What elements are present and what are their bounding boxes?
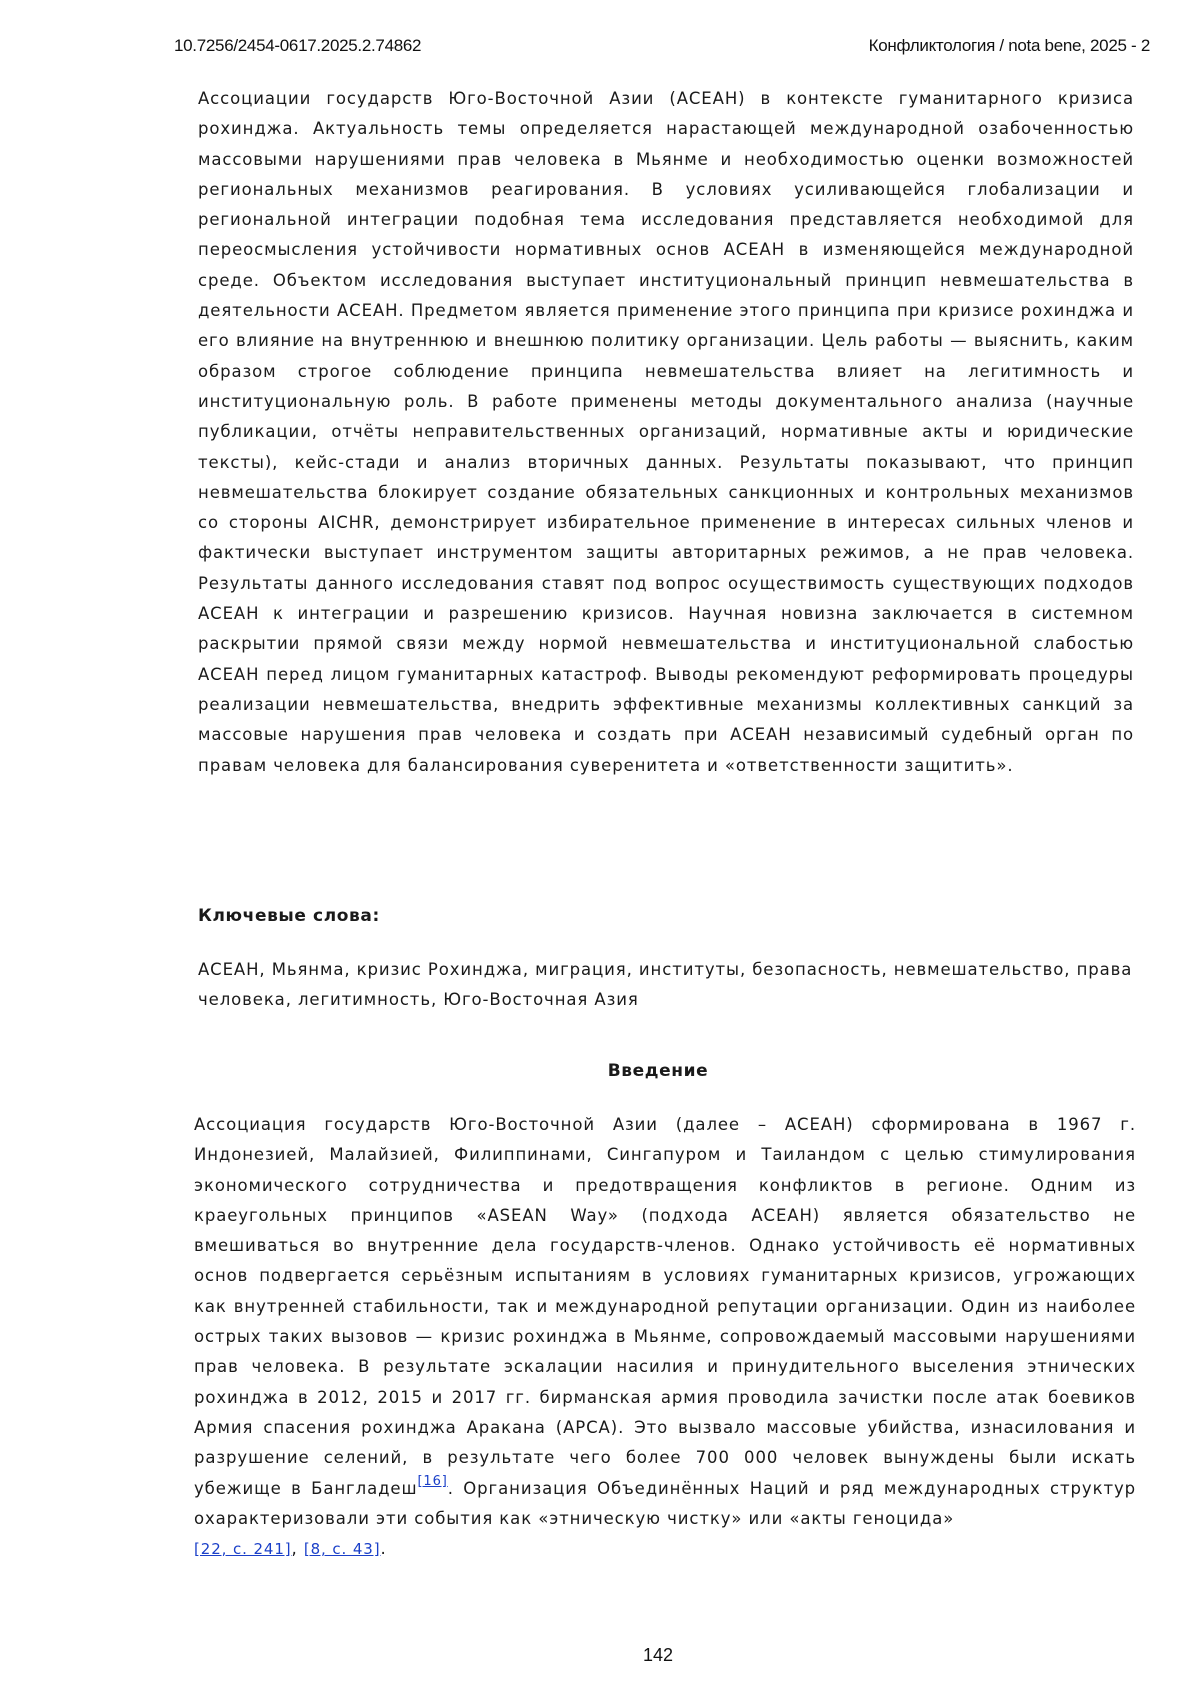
introduction-end-period: . bbox=[381, 1539, 387, 1558]
keywords-text: АСЕАН, Мьянма, кризис Рохинджа, миграция, институты, безопасность, невмешательство, права человека, легитимность, Юго-Восточная Азия bbox=[198, 955, 1134, 1016]
abstract-paragraph: Ассоциации государств Юго-Восточной Азии (АСЕАН) в контексте гуманитарного кризиса рохинджа. Актуальность темы определяется нарастающей международной озабоченностью массовыми нарушениями прав человека в Мьянме и необходимостью оценки возможностей региональных механизмов реагирования. В условиях усиливающейся глобализации и региональной интеграции подобная тема исследования представляется необходимой для переосмысления устойчивости нормативных основ АСЕАН в изменяющейся международной среде. Объектом исследования выступает институциональный принцип невмешательства в деятельности АСЕАН. Предметом является применение этого принципа при кризисе рохинджа и его влияние на внутреннюю и внешнюю политику организации. Цель работы — выяснить, каким образом строгое соблюдение принципа невмешательства влияет на легитимность и институциональную роль. В работе применены методы документального анализа (научные публикации, отчёты неправительственных организаций, нормативные акты и юридические тексты), кейс-стади и анализ вторичных данных. Результаты показывают, что принцип невмешательства блокирует создание обязательных санкционных и контрольных механизмов со стороны AICHR, демонстрирует избирательное применение в интересах сильных членов и фактически выступает инструментом защиты авторитарных режимов, а не прав человека. Результаты данного исследования ставят под вопрос осуществимость существующих подходов АСЕАН к интеграции и разрешению кризисов. Научная новизна заключается в системном раскрытии прямой связи между нормой невмешательства и институциональной слабостью АСЕАН перед лицом гуманитарных катастроф. Выводы рекомендуют реформировать процедуры реализации невмешательства, внедрить эффективные механизмы коллективных санкций за массовые нарушения прав человека и создать при АСЕАН независимый судебный орган по правам человека для балансирования суверенитета и «ответственности защитить». bbox=[198, 84, 1134, 781]
introduction-paragraph bbox=[194, 1110, 1136, 1564]
reference-separator: , bbox=[292, 1539, 304, 1558]
introduction-text-part2: . Организация Объединённых Наций и ряд международных структур охарактеризовали эти события как «этническую чистку» или «акты геноцида» bbox=[194, 1479, 1136, 1528]
reference-link-8[interactable]: [8, с. 43] bbox=[304, 1540, 381, 1558]
keywords-title: Ключевые слова: bbox=[198, 906, 380, 926]
reference-link-22[interactable]: [22, с. 241] bbox=[194, 1540, 292, 1558]
doi-label: 10.7256/2454-0617.2025.2.74862 bbox=[174, 36, 421, 56]
running-header bbox=[174, 36, 1150, 62]
introduction-text-part1: Ассоциация государств Юго-Восточной Азии (далее – АСЕАН) сформирована в 1967 г. Индонезией, Малайзией, Филиппинами, Сингапуром и Таиландом с целью стимулирования экономического сотрудничества и предотвращения конфликтов в регионе. Одним из краеугольных принципов «ASEAN Way» (подхода АСЕАН) является обязательство не вмешиваться во внутренние дела государств-членов. Однако устойчивость её нормативных основ подвергается серьёзным испытаниям в условиях гуманитарных кризисов, угрожающих как внутренней стабильности, так и международной репутации организации. Один из наиболее острых таких вызовов — кризис рохинджа в Мьянме, сопровождаемый массовыми нарушениями прав человека. В результате эскалации насилия и принудительного выселения этнических рохинджа в 2012, 2015 и 2017 гг. бирманская армия проводила зачистки после атак боевиков Армия спасения рохинджа Аракана (АРСА). Это вызвало массовые убийства, изнасилования и разрушение селений, в результате чего более 700 000 человек вынуждены были искать убежище в Бангладеш bbox=[194, 1115, 1136, 1498]
journal-label: Конфликтология / nota bene, 2025 - 2 bbox=[869, 36, 1150, 56]
introduction-heading: Введение bbox=[0, 1061, 1200, 1081]
page-number: 142 bbox=[0, 1645, 1200, 1666]
reference-link-16[interactable]: [16] bbox=[417, 1474, 447, 1489]
